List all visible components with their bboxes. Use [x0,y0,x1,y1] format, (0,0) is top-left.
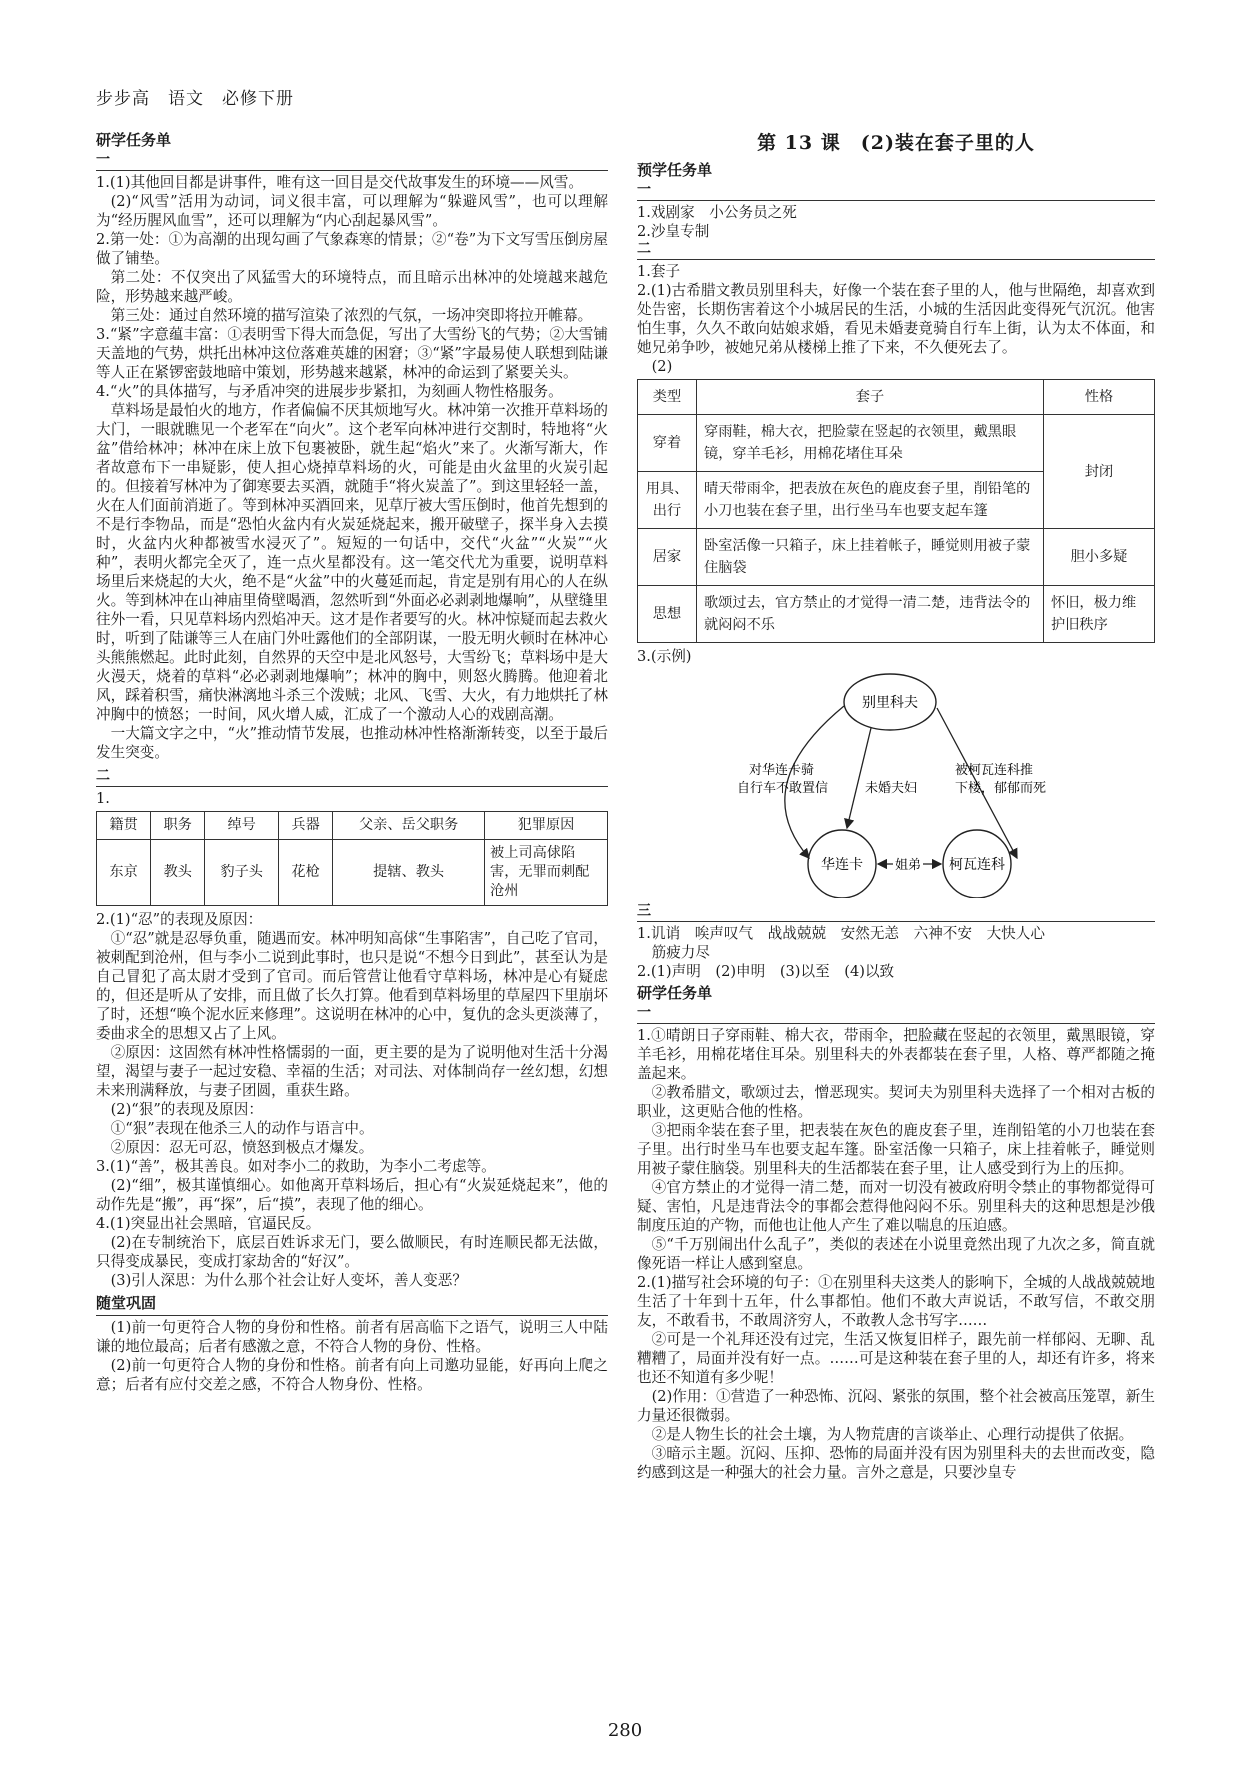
page-header: 步步高 语文 必修下册 [96,89,294,109]
right-column [637,128,1155,1482]
answer-paragraph: 第二处：不仅突出了风猛雪大的环境特点，而且暗示出林冲的处境越来越危险，形势越来越严峻。 [96,269,608,305]
answer-paragraph: 3.(1)“善”，极其善良。如对李小二的救助，为李小二考虑等。 [96,1158,496,1175]
divider [96,170,608,171]
section-heading: 预学任务单 [637,161,713,179]
table-cell: 居家 [638,529,697,586]
table-cell: 怀旧，极力维护旧秩序 [1044,586,1155,643]
edge-label: 对华连卡骑 [749,763,815,778]
answer-paragraph: 草料场是最怕火的地方，作者偏偏不厌其烦地写火。林冲第一次推开草料场的大门，一眼就瞧见一个老军在“向火”。这个老军向林冲进行交割时，特地将“火盆”借给林冲；林冲在床上放下包裹被卧，就生起“焰火”来了。火渐写渐大，作者故意布下一串疑影，使人担心烧掉草料场的火，可能是由火盆里的火炭引起的。但接着写林冲为了御寒要去买酒，就随手“将火炭盖了”。到这里轻轻一盖，火在人们面前消逝了。等到林冲买酒回来，见草厅被大雪压倒时，他首先想到的不是行李物品，而是“恐怕火盆内有火炭延烧起来，搬开破壁子，探半身入去摸时，火盆内火种都被雪水浸灭了”。短短的一句话中，交代“火盆”“火炭”“火种”，表明火都完全灭了，连一点火星都没有。这一笔交代尤为重要，说明草料场里后来烧起的大火，绝不是“火盆”中的火蔓延而起，肯定是别有用心的人在纵火。等到林冲在山神庙里倚壁喝酒，忽然听到“外面必必剥剥地爆响”，从壁缝里往外一看，只见草料场内烈焰冲天。这才是作者要写的火。林冲惊疑而起去救火时，听到了陆谦等三人在庙门外吐露他们的全部阴谋，一股无明火顿时在林冲心头熊熊燃起。此时此刻，自然界的天空中是北风怒号，大雪纷飞；草料场中是大火漫天，烧着的草料“必必剥剥地爆响”；林冲的胸中，则怒火腾腾。他迎着北风，踩着积雪，痛快淋漓地斗杀三个泼贼；北风、飞雪、大火，有力地烘托了林冲胸中的愤怒；一时间，风火增人威，汇成了一个激动人心的戏剧高潮。 [96,402,608,723]
answer-paragraph: 2.沙皇专制 [637,223,710,240]
part-number: 一 [637,182,651,198]
table-header: 职务 [151,812,205,840]
node-kewalianke: 柯瓦连科 [949,857,1005,873]
answer-paragraph: (2) [651,358,673,375]
part-number: 一 [637,1005,651,1021]
part-number: 二 [637,241,651,257]
answer-paragraph: (2)在专制统治下，底层百姓诉求无门，要么做顺民，有时连顺民都无法做，只得变成暴民，变成打家劫舍的“好汉”。 [96,1234,608,1270]
answer-paragraph: 1.①晴朗日子穿雨鞋、棉大衣，带雨伞，把脸藏在竖起的衣领里，戴黑眼镜，穿羊毛衫，用棉花堵住耳朵。别里科夫的外表都装在套子里，人格、尊严都随之掩盖起来。 [637,1027,1155,1082]
table-header: 父亲、岳父职务 [333,812,485,840]
part-number: 一 [96,152,110,168]
answer-paragraph: 3.(示例) [637,648,692,665]
table-cell: 穿雨鞋，棉大衣，把脸蒙在竖起的衣领里，戴黑眼镜，穿羊毛衫，用棉花堵住耳朵 [697,415,1044,472]
table-cell: 穿着 [638,415,697,472]
answer-paragraph: 1.讥诮 唉声叹气 战战兢兢 安然无恙 六神不安 大快人心 [637,925,1045,942]
table-cell: 被上司高俅陷害，无罪而刺配沧州 [485,840,608,906]
table-cell: 卧室活像一只箱子，床上挂着帐子，睡觉则用被子蒙住脑袋 [697,529,1044,586]
answer-paragraph: ⑤“千万别闹出什么乱子”，类似的表述在小说里竟然出现了九次之多，简直就像死语一样让人感到窒息。 [637,1236,1155,1272]
divider [637,921,1155,922]
answer-paragraph: 1.(1)其他回目都是讲事件，唯有这一回目是交代故事发生的环境——风雪。 [96,174,584,191]
table-row [638,586,1155,643]
table-cell: 胆小多疑 [1044,529,1155,586]
table-cell: 东京 [97,840,151,906]
answer-paragraph: (2)作用：①营造了一种恐怖、沉闷、紧张的氛围，整个社会被高压笼罩，新生力量还很微弱。 [637,1388,1155,1424]
answer-paragraph: (1)前一句更符合人物的身份和性格。前者有居高临下之语气，说明三人中陆谦的地位最高；后者有感激之意，不符合人物的身份、性格。 [96,1319,608,1355]
answer-paragraph: ②教希腊文，歌颂过去，憎恶现实。契诃夫为别里科夫选择了一个相对古板的职业，这更贴合他的性格。 [637,1084,1155,1120]
table-cell: 歌颂过去，官方禁止的才觉得一清二楚，违背法令的就闷闷不乐 [697,586,1044,643]
relationship-diagram [637,666,1155,898]
edge-label: 自行车不敢置信 [737,781,829,796]
table-header: 类型 [638,380,697,415]
table-cell: 豹子头 [205,840,279,906]
answer-paragraph: 2.第一处：①为高潮的出现勾画了气象森寒的情景；②“卷”为下文写雪压倒房屋做了铺垫。 [96,231,608,267]
table-header: 籍贯 [97,812,151,840]
table-cell: 花枪 [279,840,333,906]
table-header: 兵器 [279,812,333,840]
table-header: 套子 [697,380,1044,415]
edge-label: 未婚夫妇 [865,781,918,796]
answer-paragraph: ③暗示主题。沉闷、压抑、恐怖的局面并没有因为别里科夫的去世而改变，隐约感到这是一种强大的社会力量。言外之意是，只要沙皇专 [637,1445,1155,1481]
answer-paragraph: 4.(1)突显出社会黑暗，官逼民反。 [96,1215,321,1232]
answer-paragraph: (2)“细”，极其谨慎细心。如他离开草料场后，担心有“火炭延烧起来”，他的动作先是“搬”，再“探”，后“摸”，表现了他的细心。 [96,1177,608,1213]
answer-paragraph: (3)引人深思：为什么那个社会让好人变坏，善人变恶？ [110,1272,467,1289]
table-header: 性格 [1044,380,1155,415]
answer-paragraph: (2)“风雪”活用为动词，词义很丰富，可以理解为“躲避风雪”，也可以理解为“经历腥风血雪”，还可以理解为“内心刮起暴风雪”。 [96,193,608,229]
node-hualianka: 华连卡 [821,857,863,873]
taozi-table [637,379,1155,643]
answer-paragraph: 4.“火”的具体描写，与矛盾冲突的进展步步紧扣，为刻画人物性格服务。 [96,383,563,400]
answer-paragraph: 2.(1)声明 (2)申明 (3)以至 (4)以致 [637,963,895,980]
table-row [638,529,1155,586]
answer-paragraph: ②是人物生长的社会土壤，为人物荒唐的言谈举止、心理行动提供了依据。 [651,1426,1134,1443]
part-number: 二 [96,768,110,784]
lesson-title: 第 13 课 (2)装在套子里的人 [757,132,1035,154]
table-cell: 用具、出行 [638,472,697,529]
answer-paragraph: ③把雨伞装在套子里，把表装在灰色的鹿皮套子里，连削铅笔的小刀也装在套子里。出行时坐马车也要支起车篷。卧室活像一只箱子，床上挂着帐子，睡觉则用被子蒙住脑袋。别里科夫的生活都装在套子里，让人感受到行为上的压抑。 [637,1122,1155,1177]
answer-paragraph: 3.“紧”字意蕴丰富：①表明雪下得大而急促，写出了大雪纷飞的气势；②大雪铺天盖地的气势，烘托出林冲这位落难英雄的困窘；③“紧”字最易使人联想到陆谦等人正在紧锣密鼓地暗中策划，形势越来越紧，林冲的命运到了紧要关头。 [96,326,608,381]
divider [637,259,1155,260]
left-column [96,128,608,1394]
answer-paragraph: 一大篇文字之中，“火”推动情节发展，也推动林冲性格渐渐转变，以至于最后发生突变。 [96,725,608,761]
answer-paragraph: (2)“狠”的表现及原因： [110,1101,263,1118]
answer-paragraph: ②原因：忍无可忍，愤怒到极点才爆发。 [110,1139,374,1156]
table-header: 犯罪原因 [485,812,608,840]
answer-paragraph: (2)前一句更符合人物的身份和性格。前者有向上司邀功显能，好再向上爬之意；后者有应付交差之感，不符合人物身份、性格。 [96,1357,608,1393]
table-row [97,840,608,906]
edge-label: 下楼，郁郁而死 [955,781,1047,796]
part-number: 三 [637,903,651,919]
answer-paragraph: ④官方禁止的才觉得一清二楚，而对一切没有被政府明令禁止的事物都觉得可疑、害怕，凡是违背法令的事都会惹得他闷闷不乐。别里科夫的这种思想是沙俄制度压迫的产物，而他也让他人产生了难以喘息的压迫感。 [637,1179,1155,1234]
table-header-row [638,380,1155,415]
table-cell: 封闭 [1044,415,1155,529]
edge-label: 姐弟 [894,858,922,873]
edge-arrow [847,728,871,828]
page-number: 280 [607,1720,643,1741]
answer-paragraph: ①“狠”表现在他杀三人的动作与语言中。 [110,1120,374,1137]
section-heading: 随堂巩固 [96,1294,157,1312]
divider [637,200,1155,201]
answer-paragraph: 2.(1)“忍”的表现及原因： [96,911,263,928]
node-bielikefu: 别里科夫 [862,695,918,711]
answer-paragraph: 筋疲力尽 [651,944,710,961]
section-heading: 研学任务单 [96,131,172,149]
question-number: 1. [96,790,110,807]
divider [96,1315,608,1316]
answer-paragraph: 1.套子 [637,263,681,280]
table-cell: 晴天带雨伞，把表放在灰色的鹿皮套子里，削铅笔的小刀也装在套子里，出行坐马车也要支起车篷 [697,472,1044,529]
table-header: 绰号 [205,812,279,840]
table-cell: 提辖、教头 [333,840,485,906]
answer-paragraph: ①“忍”就是忍辱负重，随遇而安。林冲明知高俅“生事陷害”，自己吃了官司，被刺配到沧州，但与李小二说到此事时，也只是说“不想今日到此”，甚至认为是自己冒犯了高太尉才受到了官司。而后管营让他看守草料场，林冲是心有疑虑的，但还是听从了安排，而且做了长久打算。他看到草料场里的草屋四下里崩坏了时，还想“唤个泥水匠来修理”。这说明在林冲的心中，复仇的念头更淡薄了，委曲求全的思想又占了上风。 [96,930,608,1042]
answer-paragraph: ②可是一个礼拜还没有过完，生活又恢复旧样子，跟先前一样郁闷、无聊、乱糟糟了，局面并没有好一点。……可是这种装在套子里的人，却还有许多，将来也还不知道有多少呢！ [637,1331,1155,1386]
answer-paragraph: ②原因：这固然有林冲性格懦弱的一面，更主要的是为了说明他对生活十分渴望，渴望与妻子一起过安稳、幸福的生活；对司法、对体制尚存一丝幻想，幻想未来刑满释放，与妻子团圆，重获生路。 [96,1044,608,1099]
answer-paragraph: 1.戏剧家 小公务员之死 [637,204,797,221]
section-heading: 研学任务单 [637,984,713,1002]
table-row [638,415,1155,472]
table-cell: 教头 [151,840,205,906]
table-header-row [97,812,608,840]
divider [96,786,608,787]
answer-paragraph: 第三处：通过自然环境的描写渲染了浓烈的气氛，一场冲突即将拉开帷幕。 [110,307,593,324]
answer-paragraph: 2.(1)描写社会环境的句子：①在别里科夫这类人的影响下，全城的人战战兢兢地生活了十年到十五年，什么事都怕。他们不敢大声说话，不敢写信，不敢交朋友，不敢看书，不敢周济穷人，不敢教人念书写字…… [637,1274,1155,1329]
lin-chong-table [96,811,608,906]
edge-label: 被柯瓦连科推 [955,763,1034,778]
answer-paragraph: 2.(1)古希腊文教员别里科夫，好像一个装在套子里的人，他与世隔绝，却喜欢到处告密，长期伤害着这个小城居民的生活，小城的生活因此变得死气沉沉。他害怕生事，久久不敢向姑娘求婚，看见未婚妻竟骑自行车上街，认为太不体面，和她兄弟争吵，被她兄弟从楼梯上推了下来，不久便死去了。 [637,282,1155,356]
table-cell: 思想 [638,586,697,643]
divider [637,1023,1155,1024]
